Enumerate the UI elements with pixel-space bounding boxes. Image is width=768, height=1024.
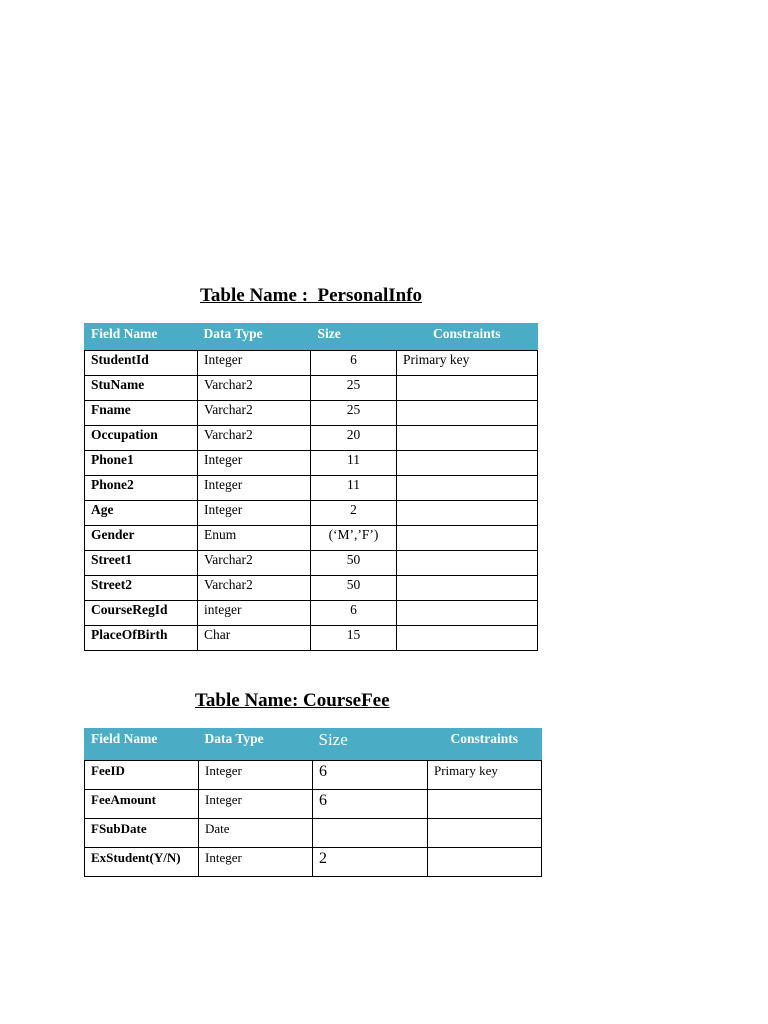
constraints-cell [397, 601, 538, 626]
data-type-cell: Varchar2 [198, 576, 311, 601]
data-type-cell: Varchar2 [198, 551, 311, 576]
table-row [85, 501, 538, 526]
field-name-cell: FeeAmount [85, 790, 199, 819]
field-name-cell: ExStudent(Y/N) [85, 848, 199, 877]
table-row [85, 790, 542, 819]
header-field-name: Field Name [85, 324, 198, 351]
coursefee-table [84, 728, 542, 877]
size-cell: 6 [311, 351, 397, 376]
size-cell: 2 [313, 848, 428, 877]
constraints-cell: Primary key [428, 761, 542, 790]
constraints-cell [428, 819, 542, 848]
header-constraints: Constraints [397, 324, 538, 351]
constraints-cell [397, 526, 538, 551]
personalinfo-table-title: Table Name : PersonalInfo [200, 285, 423, 306]
constraints-cell [428, 790, 542, 819]
header-data-type: Data Type [198, 324, 311, 351]
size-cell: 11 [311, 476, 397, 501]
size-cell: (‘M’,’F’) [311, 526, 397, 551]
constraints-cell [397, 576, 538, 601]
field-name-cell: PlaceOfBirth [85, 626, 198, 651]
field-name-cell: Street1 [85, 551, 198, 576]
data-type-cell: Varchar2 [198, 426, 311, 451]
table-header-row [85, 324, 538, 351]
constraints-cell [397, 401, 538, 426]
data-type-cell: Char [198, 626, 311, 651]
header-field-name: Field Name [85, 729, 199, 761]
table-header-row [85, 729, 542, 761]
data-type-cell: Integer [198, 351, 311, 376]
size-cell: 25 [311, 376, 397, 401]
data-type-cell: Enum [198, 526, 311, 551]
header-size: Size [313, 729, 428, 761]
personalinfo-table [84, 323, 538, 651]
data-type-cell: Varchar2 [198, 376, 311, 401]
constraints-cell [428, 848, 542, 877]
table-row [85, 761, 542, 790]
size-cell: 15 [311, 626, 397, 651]
table-row [85, 426, 538, 451]
field-name-cell: FeeID [85, 761, 199, 790]
table-row [85, 819, 542, 848]
header-size: Size [311, 324, 397, 351]
size-cell: 6 [313, 761, 428, 790]
size-cell: 20 [311, 426, 397, 451]
field-name-cell: StudentId [85, 351, 198, 376]
field-name-cell: Age [85, 501, 198, 526]
field-name-cell: Occupation [85, 426, 198, 451]
header-constraints: Constraints [428, 729, 542, 761]
constraints-cell: Primary key [397, 351, 538, 376]
table-row [85, 601, 538, 626]
field-name-cell: Gender [85, 526, 198, 551]
table-row [85, 551, 538, 576]
size-cell: 25 [311, 401, 397, 426]
constraints-cell [397, 426, 538, 451]
field-name-cell: CourseRegId [85, 601, 198, 626]
table-row [85, 626, 538, 651]
data-type-cell: Date [199, 819, 313, 848]
table-row [85, 401, 538, 426]
constraints-cell [397, 551, 538, 576]
table-row [85, 376, 538, 401]
size-cell: 50 [311, 576, 397, 601]
table-row [85, 848, 542, 877]
table-row [85, 351, 538, 376]
coursefee-table-title: Table Name: CourseFee [195, 690, 390, 711]
table-row [85, 576, 538, 601]
data-type-cell: Integer [198, 476, 311, 501]
constraints-cell [397, 376, 538, 401]
data-type-cell: Integer [198, 451, 311, 476]
table-row [85, 526, 538, 551]
data-type-cell: Varchar2 [198, 401, 311, 426]
data-type-cell: Integer [199, 848, 313, 877]
size-cell: 11 [311, 451, 397, 476]
size-cell: 50 [311, 551, 397, 576]
field-name-cell: StuName [85, 376, 198, 401]
constraints-cell [397, 451, 538, 476]
constraints-cell [397, 626, 538, 651]
size-cell: 6 [313, 790, 428, 819]
header-data-type: Data Type [199, 729, 313, 761]
constraints-cell [397, 476, 538, 501]
field-name-cell: Phone2 [85, 476, 198, 501]
field-name-cell: Phone1 [85, 451, 198, 476]
field-name-cell: Street2 [85, 576, 198, 601]
size-cell: 6 [311, 601, 397, 626]
field-name-cell: Fname [85, 401, 198, 426]
data-type-cell: Integer [199, 790, 313, 819]
size-cell: 2 [311, 501, 397, 526]
field-name-cell: FSubDate [85, 819, 199, 848]
table-row [85, 476, 538, 501]
data-type-cell: Integer [199, 761, 313, 790]
size-cell [313, 819, 428, 848]
constraints-cell [397, 501, 538, 526]
data-type-cell: Integer [198, 501, 311, 526]
data-type-cell: integer [198, 601, 311, 626]
table-row [85, 451, 538, 476]
